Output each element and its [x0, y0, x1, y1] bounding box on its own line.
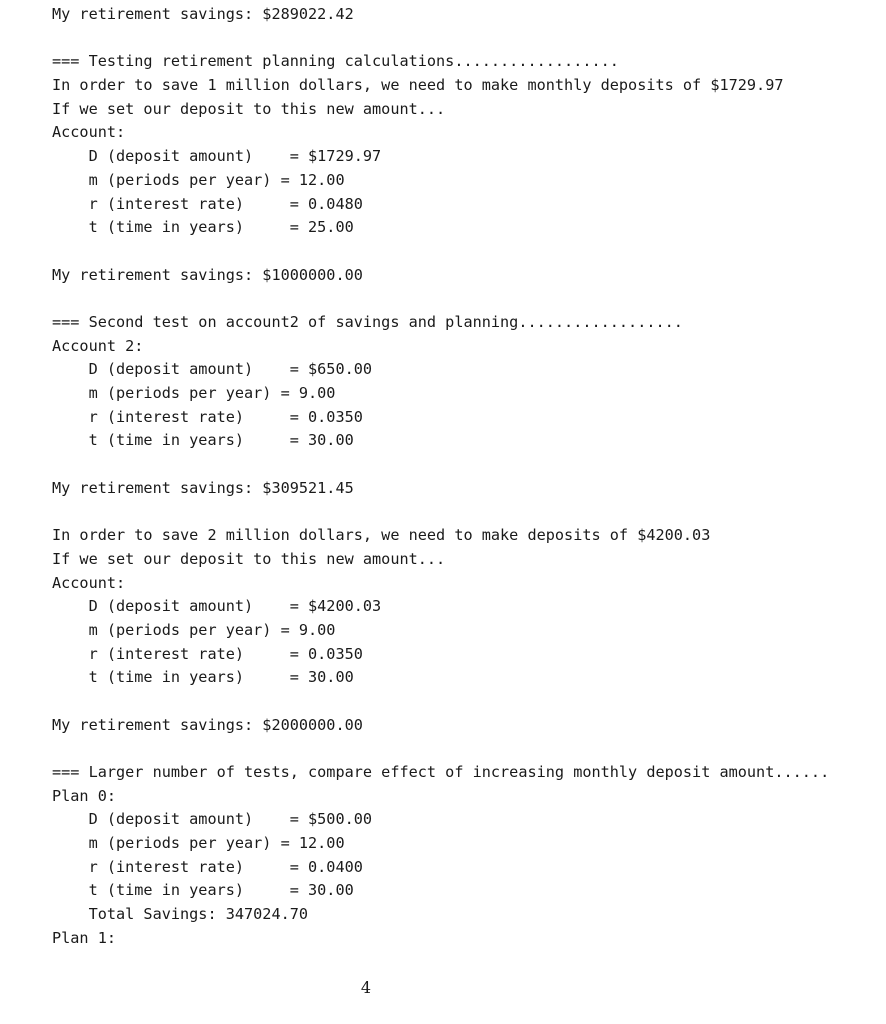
output-line: My retirement savings: $2000000.00 — [52, 715, 363, 734]
output-line: In order to save 2 million dollars, we need to make deposits of $4200.03 — [52, 526, 711, 545]
output-line: D (deposit amount) = $500.00 — [52, 810, 373, 829]
output-line: t (time in years) = 25.00 — [52, 218, 354, 237]
output-line: My retirement savings: $289022.42 — [52, 5, 354, 23]
output-line: Account 2: — [52, 336, 144, 355]
output-line: m (periods per year) = 12.00 — [52, 170, 345, 189]
output-line: === Larger number of tests, compare effect of increasing monthly deposit amount...... — [52, 763, 830, 781]
output-line: Plan 0: — [52, 786, 117, 805]
output-line: If we set our deposit to this new amount... — [52, 99, 446, 118]
output-line: r (interest rate) = 0.0350 — [52, 644, 363, 663]
output-line: Account: — [52, 573, 126, 592]
output-line — [52, 690, 829, 714]
output-line: D (deposit amount) = $4200.03 — [52, 597, 382, 616]
output-line — [52, 240, 829, 264]
page-number: 4 — [360, 978, 372, 997]
output-line: === Second test on account2 of savings and planning.................. — [52, 312, 683, 331]
output-line: === Testing retirement planning calculations.................. — [52, 52, 619, 71]
output-line: If we set our deposit to this new amount... — [52, 549, 446, 568]
output-line: My retirement savings: $1000000.00 — [52, 265, 363, 284]
output-line: m (periods per year) = 9.00 — [52, 620, 336, 639]
output-line: Plan 1: — [52, 928, 117, 947]
output-line: r (interest rate) = 0.0400 — [52, 857, 363, 876]
output-line: t (time in years) = 30.00 — [52, 668, 354, 687]
output-line — [52, 453, 829, 477]
output-line: r (interest rate) = 0.0480 — [52, 194, 363, 213]
output-line: Account: — [52, 123, 126, 142]
output-line — [52, 737, 829, 761]
output-line — [52, 287, 829, 311]
output-line — [52, 27, 829, 51]
output-line — [52, 500, 829, 524]
output-line: m (periods per year) = 12.00 — [52, 834, 345, 853]
output-line: r (interest rate) = 0.0350 — [52, 407, 363, 426]
output-line: D (deposit amount) = $1729.97 — [52, 147, 382, 166]
output-line: t (time in years) = 30.00 — [52, 881, 354, 900]
output-line: My retirement savings: $309521.45 — [52, 478, 354, 497]
output-line: In order to save 1 million dollars, we need to make monthly deposits of $1729.97 — [52, 76, 784, 95]
output-line: t (time in years) = 30.00 — [52, 431, 354, 450]
output-line: D (deposit amount) = $650.00 — [52, 360, 373, 379]
output-line: Total Savings: 347024.70 — [52, 905, 309, 924]
console-output — [52, 3, 829, 951]
output-line: m (periods per year) = 9.00 — [52, 384, 336, 402]
